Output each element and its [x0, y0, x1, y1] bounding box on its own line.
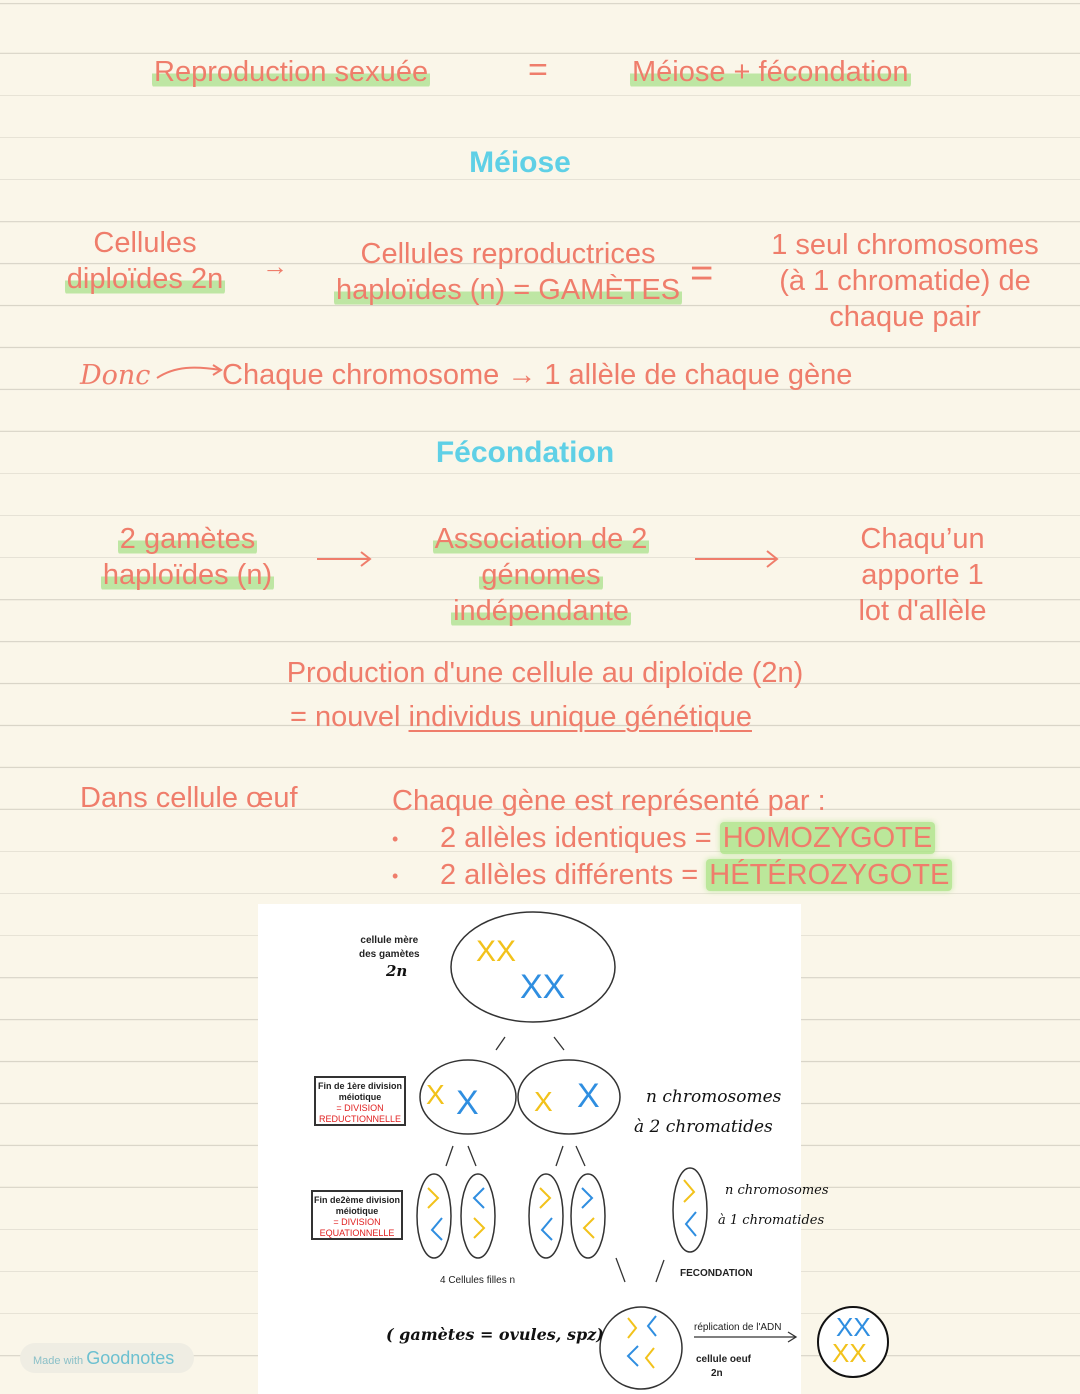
- meiose-equals: =: [690, 251, 710, 295]
- meiose-gametes-line1: Cellules reproductrices: [360, 238, 656, 270]
- arrow-to-left-cell: [496, 1037, 505, 1050]
- svg-text:X: X: [426, 1079, 445, 1110]
- mother-yellow-chromosomes: XX: [476, 935, 517, 968]
- note1-line1: n chromosomes: [646, 1087, 782, 1107]
- fecondation-assoc-line3: [400, 593, 682, 629]
- header-left: [152, 54, 430, 90]
- fecondation-assoc-line1: [400, 521, 682, 557]
- fecondation-apport-line2: apporte 1: [861, 559, 984, 591]
- final-egg-cell-drawing: [814, 1304, 894, 1382]
- egg-cell-line1: cellule oeuf: [696, 1354, 752, 1365]
- meiose-chrom-line3: chaque pair: [829, 301, 981, 333]
- second-div-cell-4: [571, 1174, 605, 1258]
- mother-label-line2: des gamètes: [359, 949, 420, 960]
- note2-line2: à 1 chromatides: [718, 1213, 825, 1228]
- meiose-gametes: [318, 236, 698, 308]
- box-first-division: [314, 1076, 406, 1126]
- mother-label-line1: cellule mère: [360, 935, 419, 946]
- production-prefix: = nouvel: [290, 701, 409, 733]
- box2-line3: = DIVISION: [333, 1217, 381, 1227]
- oeuf-bullet-2: [392, 857, 952, 894]
- meiosis-diagram: [258, 904, 801, 1394]
- fecondation-arrow-2-icon: [693, 548, 783, 570]
- header-right-text: Méiose + fécondation: [632, 56, 909, 88]
- egg-cell-line2: 2n: [711, 1368, 723, 1379]
- bullet1-text: 2 allèles identiques =: [440, 822, 720, 854]
- replication-label: réplication de l'ADN: [694, 1322, 782, 1333]
- fecondation-gam-line2: [80, 557, 295, 593]
- fecondation-assoc-line2: [400, 557, 682, 593]
- box1-line3: = DIVISION: [336, 1103, 384, 1113]
- meiose-cellules-line2: [50, 261, 240, 297]
- box1-line2: méiotique: [338, 1092, 382, 1102]
- goodnotes-badge[interactable]: [20, 1343, 194, 1373]
- bullet2-text: 2 allèles différents =: [440, 859, 707, 891]
- box-second-division: [311, 1190, 403, 1240]
- note-n-1-chromatides: [718, 1176, 829, 1236]
- fecondation-gam-line1: [80, 521, 295, 557]
- fecondation-assoc-line2-text: génomes: [481, 559, 601, 591]
- header-left-text: Reproduction sexuée: [154, 56, 429, 88]
- oeuf-bullet-1: [392, 820, 935, 857]
- box1-line1: Fin de 1ère division: [317, 1081, 403, 1091]
- box2-line2: méiotique: [335, 1206, 379, 1216]
- fecondation-apport-line3: lot d'allèle: [858, 595, 987, 627]
- arrow-to-right-cell: [554, 1037, 564, 1050]
- egg-cell-label: [696, 1353, 751, 1381]
- badge-prefix: Made with: [33, 1355, 84, 1367]
- second-div-cell-2: [461, 1174, 495, 1258]
- donc-label: Donc: [80, 360, 151, 391]
- header-equals: =: [528, 51, 548, 89]
- meiose-gametes-line2: [318, 272, 698, 308]
- production-line1: Production d'une cellule au diploïde (2n): [286, 657, 804, 689]
- single-gamete-cell: [673, 1168, 707, 1252]
- fecondation-assoc-line3-text: indépendante: [453, 595, 629, 627]
- fecondation-apport-line1: Chaqu’un: [860, 523, 985, 555]
- bullet-dot-icon: •: [392, 829, 399, 850]
- oeuf-intro: Chaque gène est représenté par :: [392, 785, 826, 817]
- fecondation-label: FECONDATION: [680, 1268, 753, 1279]
- bullet1-key: HOMOZYGOTE: [720, 822, 935, 854]
- donc-text: Chaque chromosome → 1 allèle de chaque gène: [222, 359, 853, 391]
- mother-2n: 2n: [386, 962, 408, 980]
- mother-blue-chromosomes: XX: [520, 968, 566, 1006]
- meiose-cellules-line1: Cellules: [93, 227, 197, 259]
- fecondation-assoc-line1-text: Association de 2: [434, 523, 648, 555]
- fecondation-association: [400, 521, 682, 629]
- meiose-cellules-line2-text: diploïdes 2n: [66, 263, 224, 295]
- svg-text:XX: XX: [832, 1338, 867, 1368]
- meiose-gametes-line2-text: haploïdes (n) = GAMÈTES: [335, 274, 681, 306]
- svg-text:X: X: [577, 1077, 600, 1115]
- bullet2-key: HÉTÉROZYGOTE: [706, 859, 952, 891]
- note-n-2-chromatides: [634, 1082, 781, 1142]
- svg-text:X: X: [456, 1084, 479, 1122]
- badge-brand: Goodnotes: [86, 1348, 175, 1368]
- svg-text:XX: XX: [836, 1312, 871, 1342]
- meiose-title: Méiose: [469, 146, 571, 179]
- meiose-chrom-line1: 1 seul chromosomes: [771, 229, 1039, 261]
- zygote-cell: [600, 1307, 682, 1389]
- header-right: [630, 54, 911, 90]
- meiose-chromosomes: [755, 227, 1055, 335]
- fecondation-title: Fécondation: [435, 436, 615, 469]
- production-underlined: individus unique génétique: [408, 701, 752, 733]
- fecondation-gam-line2-text: haploïdes (n): [102, 559, 273, 591]
- box2-line4: EQUATIONNELLE: [319, 1228, 395, 1238]
- fecondation-gametes: [80, 521, 295, 593]
- donc-arrow-icon: [155, 362, 225, 384]
- box2-line1: Fin de2ème division: [313, 1195, 401, 1205]
- second-div-cell-3: [529, 1174, 563, 1258]
- gametes-note: ( gamètes = ovules, spz): [386, 1325, 604, 1344]
- daughter-cells-label: 4 Cellules filles n: [440, 1275, 516, 1286]
- meiose-cellules: [50, 225, 240, 297]
- note1-line2: à 2 chromatides: [634, 1117, 773, 1137]
- bullet-dot-icon: •: [392, 866, 399, 887]
- fecondation-apport: [815, 521, 1030, 629]
- meiose-chrom-line2: (à 1 chromatide) de: [779, 265, 1031, 297]
- box1-line4: REDUCTIONNELLE: [318, 1114, 401, 1124]
- fecondation-arrow-1-icon: [315, 548, 375, 568]
- fecondation-gam-line1-text: 2 gamètes: [119, 523, 256, 555]
- second-div-cell-1: [417, 1174, 451, 1258]
- svg-text:X: X: [534, 1086, 553, 1117]
- note2-line1: n chromosomes: [725, 1183, 829, 1198]
- meiosis-figure: [258, 904, 829, 1394]
- meiose-arrow-icon: →: [262, 251, 288, 281]
- oeuf-label: Dans cellule œuf: [80, 782, 298, 814]
- production-line2: [290, 699, 752, 735]
